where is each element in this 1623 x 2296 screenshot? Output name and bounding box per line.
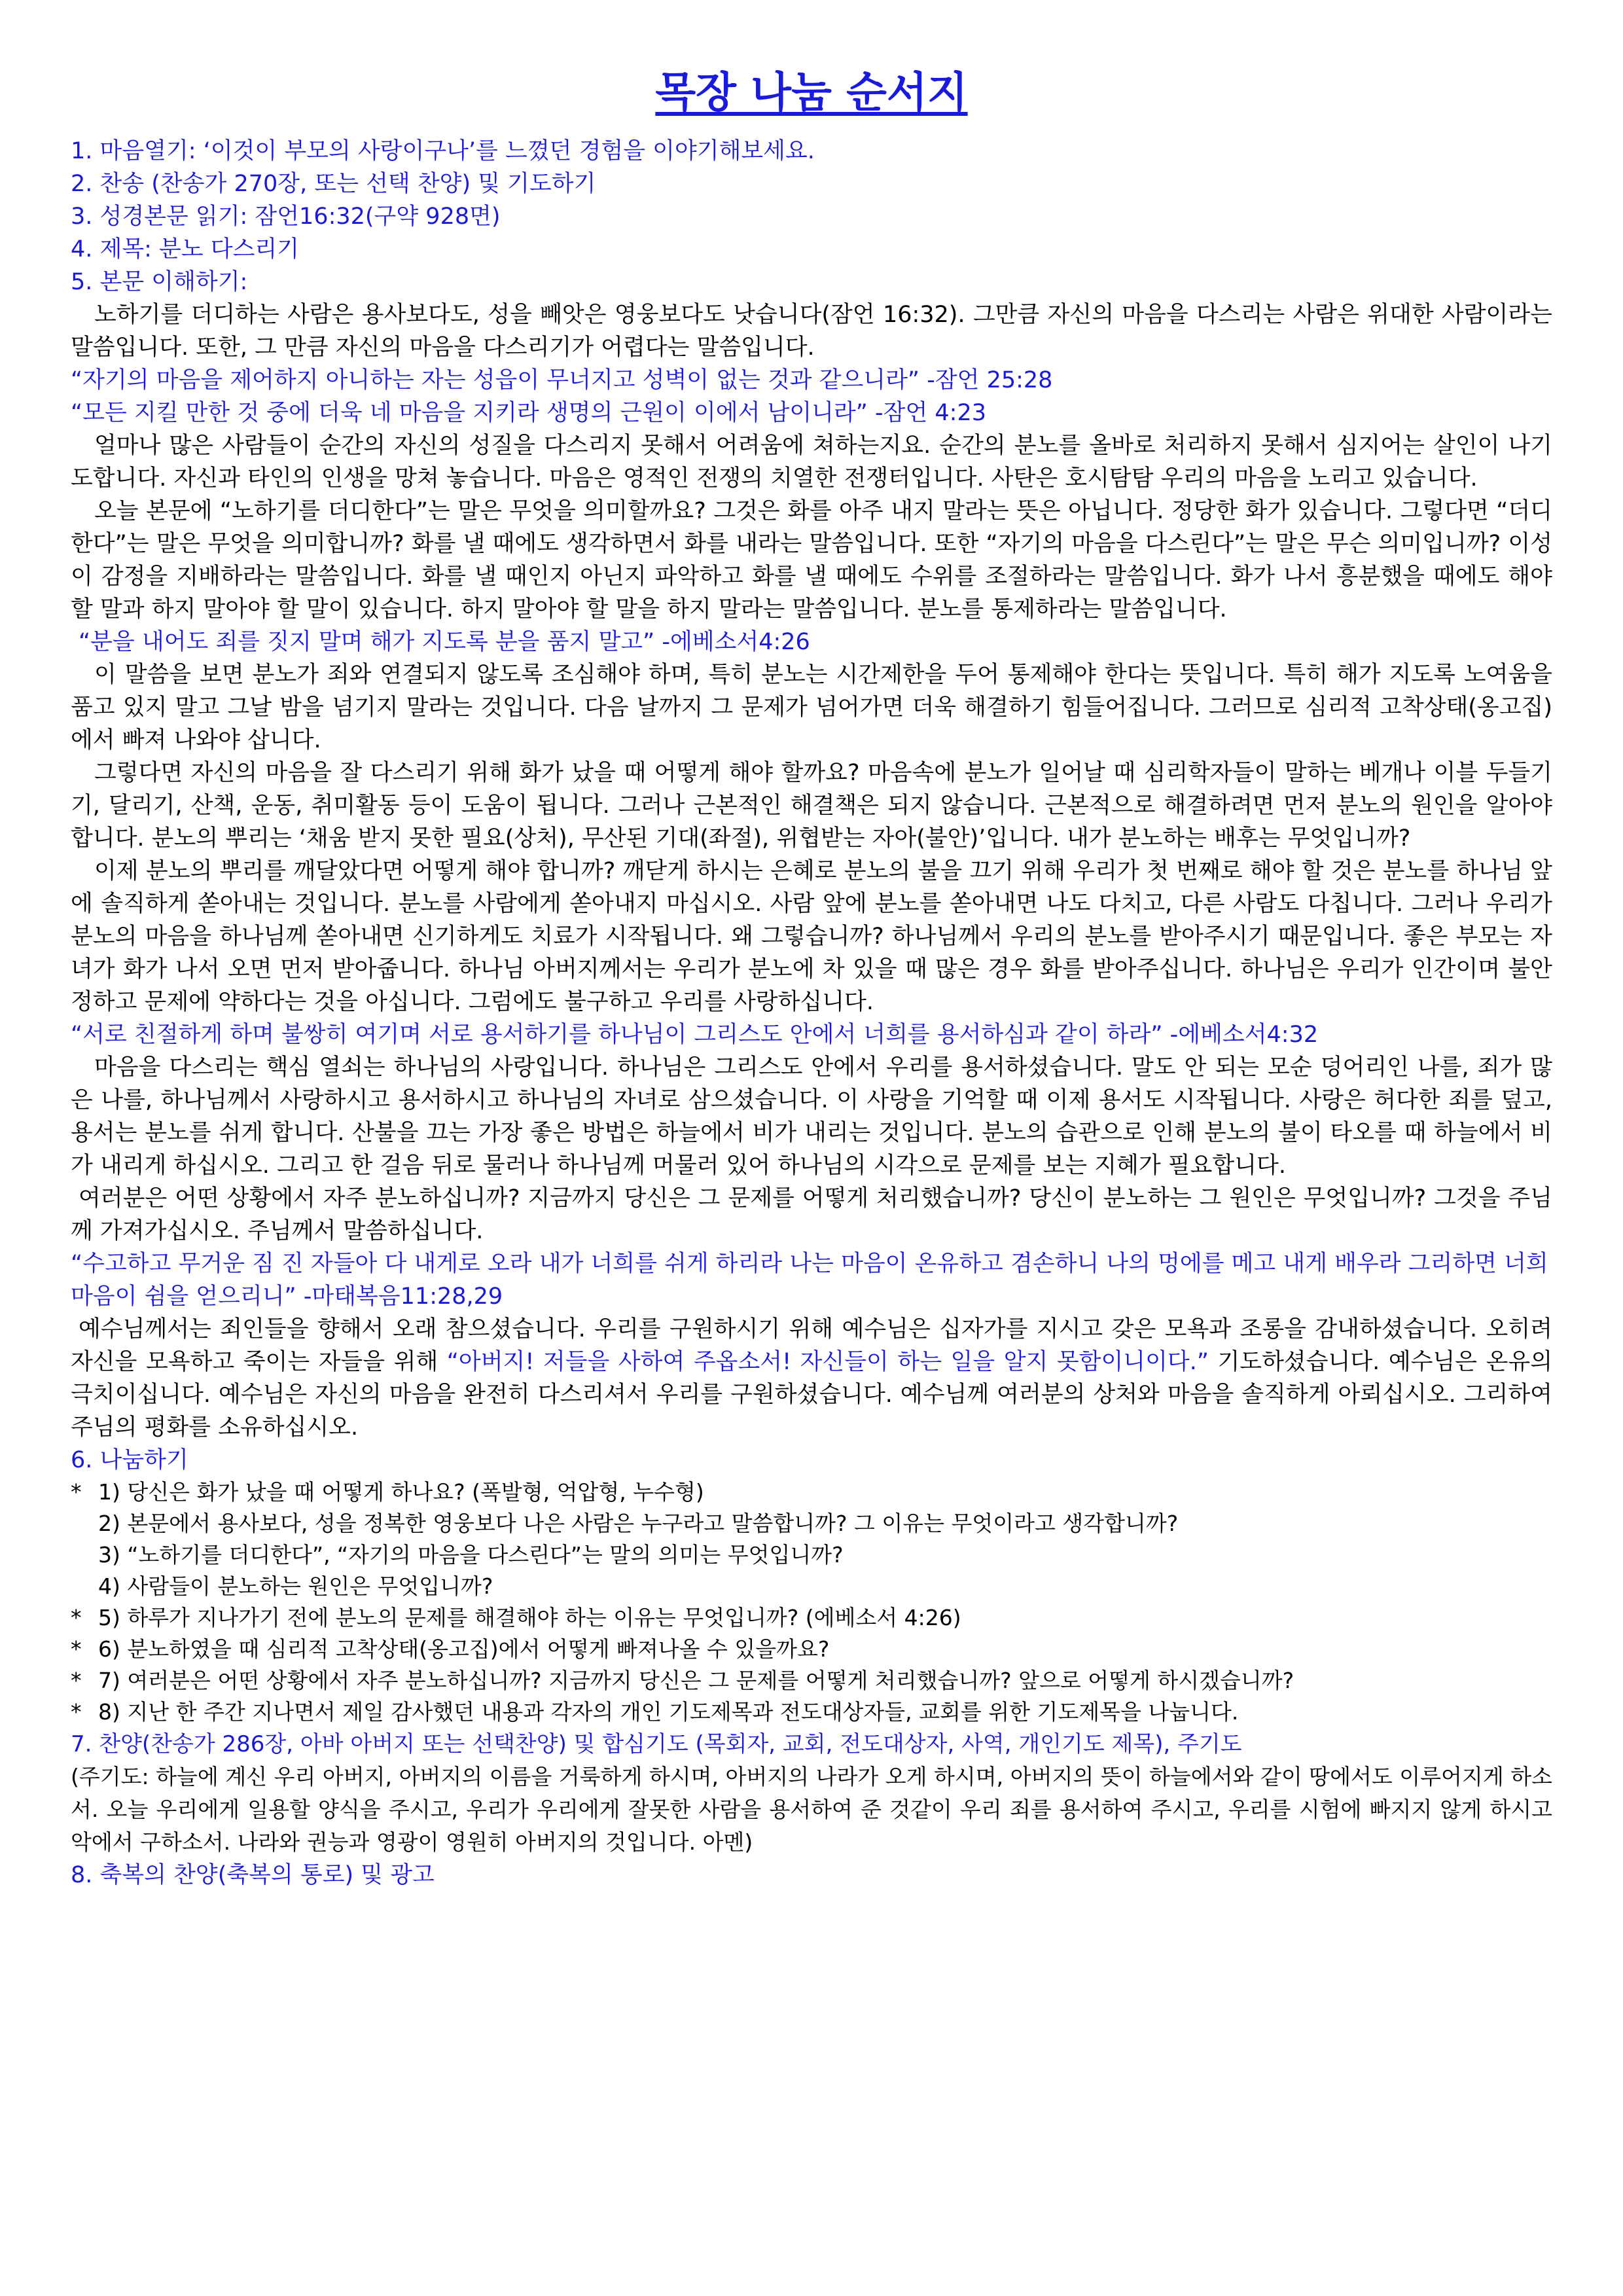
- question-text: 6) 분노하였을 때 심리적 고착상태(옹고집)에서 어떻게 빠져나올 수 있을까요?: [98, 1636, 830, 1662]
- question-text: 8) 지난 한 주간 지나면서 제일 감사했던 내용과 각자의 개인 기도제목과 전도대상자들, 교회를 위한 기도제목을 나눕니다.: [98, 1699, 1239, 1725]
- body-paragraph: 노하기를 더디하는 사람은 용사보다도, 성을 빼앗은 영웅보다도 낫습니다(잠언 16:32). 그만큼 자신의 마음을 다스리는 사람은 위대한 사람이라는 말씀입니다. 또한, 그 만큼 자신의 마음을 다스리기가 어렵다는 말씀입니다.: [71, 302, 1552, 361]
- question-item: [71, 1477, 1552, 1508]
- question-list: [71, 1477, 1552, 1728]
- star-mark: *: [71, 1668, 82, 1693]
- body-paragraph: 얼마나 많은 사람들이 순간의 자신의 성질을 다스리지 못해서 어려움에 쳐하는지요. 순간의 분노를 올바로 처리하지 못해서 심지어는 살인이 나기도합니다. 자신과 타인의 인생을 망쳐 놓습니다. 마음은 영적인 전쟁의 치열한 전쟁터입니다. 사탄은 호시탐탐 우리의 마음을 노리고 있습니다.: [71, 433, 1552, 492]
- step-1-open-heart: 1. 마음열기: ‘이것이 부모의 사랑이구나’를 느꼈던 경험을 이야기해보세요.: [71, 138, 815, 164]
- step-2-hymn: 2. 찬송 (찬송가 270장, 또는 선택 찬양) 및 기도하기: [71, 171, 596, 197]
- question-text: 1) 당신은 화가 났을 때 어떻게 하나요? (폭발형, 억압형, 누수형): [98, 1479, 704, 1505]
- bible-quote: “모든 지킬 만한 것 중에 더욱 네 마음을 지키라 생명의 근원이 이에서 남이니라” -잠언 4:23: [71, 400, 986, 426]
- body-paragraph: 이 말씀을 보면 분노가 죄와 연결되지 않도록 조심해야 하며, 특히 분노는 시간제한을 두어 통제해야 한다는 뜻입니다. 특히 해가 지도록 노여움을 품고 있지 말고 그날 밤을 넘기지 말라는 것입니다. 다음 날까지 그 문제가 넘어가면 더욱 해결하기 힘들어집니다. 그러므로 심리적 고착상태(옹고집)에서 빠져 나와야 삽니다.: [71, 662, 1552, 753]
- star-mark: *: [71, 1699, 82, 1725]
- page-title: 목장 나눔 순서지: [655, 69, 968, 117]
- body-paragraph: 그렇다면 자신의 마음을 잘 다스리기 위해 화가 났을 때 어떻게 해야 할까요? 마음속에 분노가 일어날 때 심리학자들이 말하는 베개나 이블 두들기기, 달리기, 산책, 운동, 취미활동 등이 도움이 됩니다. 그러나 근본적인 해결책은 되지 않습니다. 근본적으로 해결하려면 먼저 분노의 원인을 알아야 합니다. 분노의 뿌리는 ‘채움 받지 못한 필요(상처), 무산된 기대(좌절), 위협받는 자아(불안)’입니다. 내가 분노하는 배후는 무엇입니까?: [71, 760, 1552, 852]
- step-6-sharing: 6. 나눔하기: [71, 1447, 188, 1473]
- step-5-understanding: 5. 본문 이해하기:: [71, 269, 248, 295]
- body-paragraph: 이제 분노의 뿌리를 깨달았다면 어떻게 해야 합니까? 깨닫게 하시는 은혜로 분노의 불을 끄기 위해 우리가 첫 번째로 해야 할 것은 분노를 하나님 앞에 솔직하게 쏟아내는 것입니다. 분노를 사람에게 쏟아내지 마십시오. 사람 앞에 분노를 쏟아내면 나도 다치고, 다른 사람도 다칩니다. 그러나 우리가 분노의 마음을 하나님께 쏟아내면 신기하게도 치료가 시작됩니다. 왜 그렇습니까? 하나님께서 우리의 분노를 받아주시기 때문입니다. 좋은 부모는 자녀가 화가 나서 오면 먼저 받아줍니다. 하나님 아버지께서는 우리가 분노에 차 있을 때 많은 경우 화를 받아주십니다. 하나님은 우리가 인간이며 불안정하고 문제에 약하다는 것을 아십니다. 그럼에도 불구하고 우리를 사랑하십니다.: [71, 858, 1552, 1015]
- question-item: [71, 1571, 1552, 1602]
- question-text: 2) 본문에서 용사보다, 성을 정복한 영웅보다 나은 사람은 누구라고 말씀합니까? 그 이유는 무엇이라고 생각합니까?: [98, 1511, 1179, 1536]
- lords-prayer: (주기도: 하늘에 계신 우리 아버지, 아버지의 이름을 거룩하게 하시며, 아버지의 나라가 오게 하시며, 아버지의 뜻이 하늘에서와 같이 땅에서도 이루어지게 하소서. 오늘 우리에게 일용할 양식을 주시고, 우리가 우리에게 잘못한 사람을 용서하여 준 것같이 우리 죄를 용서하여 주시고, 우리를 시험에 빠지지 않게 하시고 악에서 구하소서. 나라와 권능과 영광이 영원히 아버지의 것입니다. 아멘): [71, 1764, 1552, 1855]
- bible-quote: “분을 내어도 죄를 짓지 말며 해가 지도록 분을 품지 말고” -에베소서4:26: [79, 629, 810, 655]
- question-text: 4) 사람들이 분노하는 원인은 무엇입니까?: [98, 1573, 493, 1599]
- body-text: 기도하셨습니다. 예수님은 온유의 극치이십니다. 예수님은 자신의 마음을 완전히 다스리셔서 우리를 구원하셨습니다. 예수님께 여러분의 상처와 마음을 솔직하게 아뢰십시오. 그리하여 주님의 평화를 소유하십시오.: [71, 1349, 1553, 1441]
- question-item: [71, 1508, 1552, 1539]
- question-item: [71, 1634, 1552, 1665]
- star-mark: *: [71, 1605, 82, 1630]
- star-mark: *: [71, 1479, 82, 1505]
- bible-quote: “서로 친절하게 하며 불쌍히 여기며 서로 용서하기를 하나님이 그리스도 안에서 너희를 용서하심과 같이 하라” -에베소서4:32: [71, 1022, 1319, 1048]
- inline-quote: “아버지! 저들을 사하여 주옵소서! 자신들이 하는 일을 알지 못함이니이다.”: [446, 1349, 1209, 1375]
- question-item: [71, 1539, 1552, 1571]
- order-sheet: [71, 63, 1552, 1892]
- bible-quote: “자기의 마음을 제어하지 아니하는 자는 성읍이 무너지고 성벽이 없는 것과 같으니라” -잠언 25:28: [71, 367, 1053, 393]
- body-paragraph: 오늘 본문에 “노하기를 더디한다”는 말은 무엇을 의미할까요? 그것은 화를 아주 내지 말라는 뜻은 아닙니다. 정당한 화가 있습니다. 그렇다면 “더디한다”는 말은 무엇을 의미합니까? 화를 낼 때에도 생각하면서 화를 내라는 말씀입니다. 또한 “자기의 마음을 다스린다”는 말은 무슨 의미입니까? 이성이 감정을 지배하라는 말씀입니다. 화를 낼 때인지 아닌지 파악하고 화를 낼 때에도 수위를 조절하라는 말씀입니다. 화가 나서 흥분했을 때에도 해야 할 말과 하지 말아야 할 말이 있습니다. 하지 말아야 할 말을 하지 말라는 말씀입니다. 분노를 통제하라는 말씀입니다.: [71, 498, 1552, 622]
- step-3-scripture: 3. 성경본문 읽기: 잠언16:32(구약 928면): [71, 204, 501, 230]
- bible-quote: “수고하고 무거운 짐 진 자들아 다 내게로 오라 내가 너희를 쉬게 하리라 나는 마음이 온유하고 겸손하니 나의 멍에를 메고 내게 배우라 그리하면 너희 마음이 쉼을 얻으리니” -마태복음11:28,29: [71, 1251, 1548, 1310]
- body-paragraph: [71, 1313, 1552, 1444]
- question-text: 3) “노하기를 더디한다”, “자기의 마음을 다스린다”는 말의 의미는 무엇입니까?: [98, 1542, 844, 1568]
- question-text: 7) 여러분은 어떤 상황에서 자주 분노하십니까? 지금까지 당신은 그 문제를 어떻게 처리했습니까? 앞으로 어떻게 하시겠습니까?: [98, 1668, 1294, 1693]
- step-8-blessing: 8. 축복의 찬양(축복의 통로) 및 광고: [71, 1862, 435, 1888]
- body-paragraph: 여러분은 어떤 상황에서 자주 분노하십니까? 지금까지 당신은 그 문제를 어떻게 처리했습니까? 당신이 분노하는 그 원인은 무엇입니까? 그것을 주님께 가져가십시오. 주님께서 말씀하십니다.: [71, 1185, 1552, 1244]
- question-item: [71, 1665, 1552, 1696]
- question-text: 5) 하루가 지나가기 전에 분노의 문제를 해결해야 하는 이유는 무엇입니까? (에베소서 4:26): [98, 1605, 961, 1630]
- body-text: 예수님께서는 죄인들을 향해서 오래 참으셨습니다. 우리를 구원하시기 위해 예수님은 십자가를 지시고 갖은 모욕과 조롱을 감내하셨습니다. 오히려 자신을 모욕하고 죽이는 자들을 위해: [71, 1316, 1552, 1375]
- step-4-topic: 4. 제목: 분노 다스리기: [71, 236, 300, 262]
- step-7-praise-prayer: 7. 찬양(찬송가 286장, 아바 아버지 또는 선택찬양) 및 합심기도 (목회자, 교회, 전도대상자, 사역, 개인기도 제목), 주기도: [71, 1731, 1242, 1757]
- question-item: [71, 1696, 1552, 1728]
- question-item: [71, 1602, 1552, 1634]
- body-paragraph: 마음을 다스리는 핵심 열쇠는 하나님의 사랑입니다. 하나님은 그리스도 안에서 우리를 용서하셨습니다. 말도 안 되는 모순 덩어리인 나를, 죄가 많은 나를, 하나님께서 사랑하시고 용서하시고 하나님의 자녀로 삼으셨습니다. 이 사랑을 기억할 때 이제 용서도 시작됩니다. 사랑은 허다한 죄를 덮고, 용서는 분노를 쉬게 합니다. 산불을 끄는 가장 좋은 방법은 하늘에서 비가 내리는 것입니다. 분노의 습관으로 인해 분노의 불이 타오를 때 하늘에서 비가 내리게 하십시오. 그리고 한 걸음 뒤로 물러나 하나님께 머물러 있어 하나님의 시각으로 문제를 보는 지혜가 필요합니다.: [71, 1054, 1552, 1179]
- star-mark: *: [71, 1636, 82, 1662]
